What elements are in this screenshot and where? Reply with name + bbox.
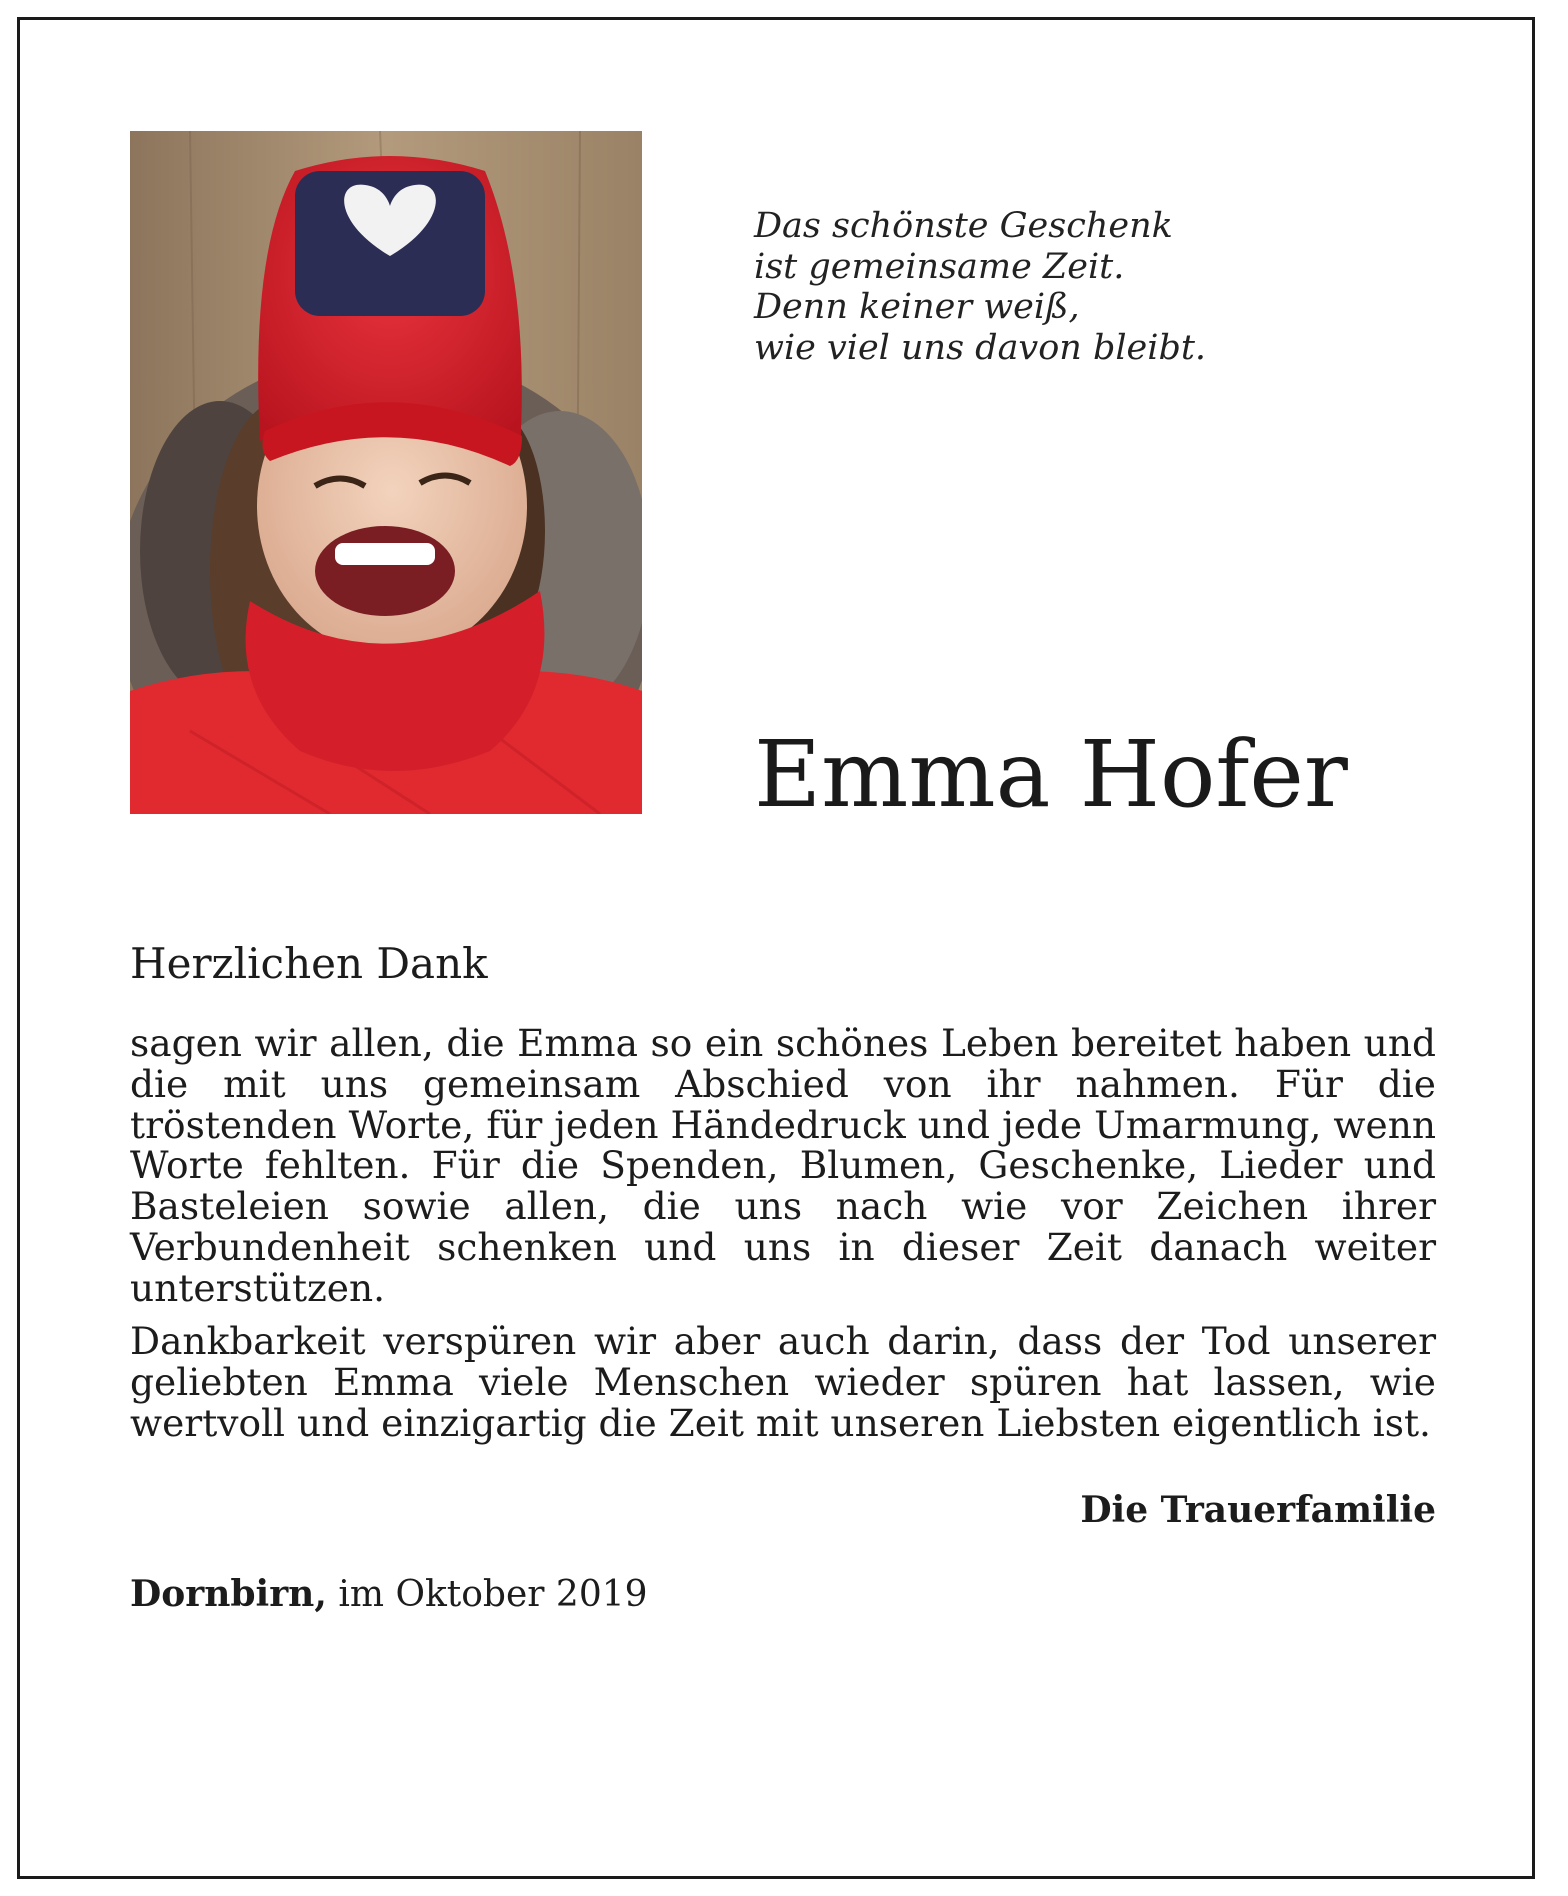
date: im Oktober 2019 bbox=[326, 1574, 648, 1615]
place-date-line bbox=[130, 1570, 648, 1619]
thanks-paragraph: sagen wir allen, die Emma so ein schönes Leben bereitet haben und die mit uns gemeinsam Abschied von ihr nahmen. Für die tröstenden Worte, für jeden Händedruck und jede Umarmung, wenn Worte fehlten. Für die Spenden, Blumen, Geschenke, Lieder und Basteleien sowie allen, die uns nach wie vor Zeichen ihrer Verbundenheit schenken und uns in dieser Zeit danach weiter unterstützen. bbox=[130, 1021, 1436, 1310]
place: Dornbirn, bbox=[130, 1573, 327, 1615]
quote-line: ist gemeinsame Zeit. bbox=[754, 246, 1125, 287]
portrait-photo bbox=[130, 131, 642, 814]
signature: Die Trauerfamilie bbox=[1080, 1489, 1436, 1531]
quote-line: Das schönste Geschenk bbox=[754, 206, 1173, 246]
memorial-quote bbox=[754, 206, 1206, 368]
deceased-name: Emma Hofer bbox=[754, 721, 1348, 828]
quote-line: Denn keiner weiß, bbox=[754, 287, 1080, 327]
gratitude-paragraph: Dankbarkeit verspüren wir aber auch darin, dass der Tod unserer geliebten Emma viele Menschen wieder spüren hat lassen, wie wertvoll und einzigartig die Zeit mit unseren Liebsten eigentlich ist. bbox=[130, 1319, 1436, 1445]
quote-line: wie viel uns davon bleibt. bbox=[754, 327, 1207, 368]
thanks-heading: Herzlichen Dank bbox=[130, 939, 488, 988]
